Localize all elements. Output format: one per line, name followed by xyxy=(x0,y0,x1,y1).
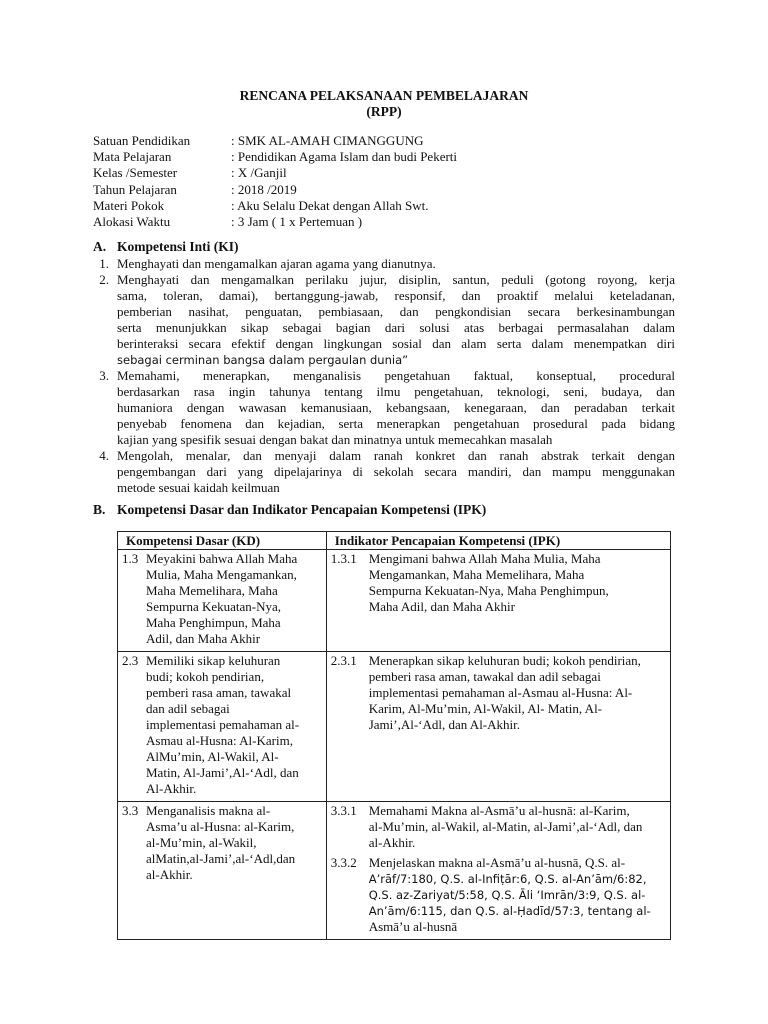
section-letter: A. xyxy=(93,239,107,254)
text-line: Mulia, Maha Mengamankan, xyxy=(146,567,297,582)
kd-text xyxy=(146,803,322,883)
text-line: Mengimani bahwa Allah Maha Mulia, Maha xyxy=(368,551,601,566)
text-line: Memahami Makna al-Asmā’u al-husnā: al-Karim, xyxy=(368,803,630,818)
text-line: Matin, Al-Jami’,Al-‘Adl, dan xyxy=(146,765,299,780)
kd-cell xyxy=(118,652,327,802)
text-line: budi; kokoh pendirian, xyxy=(146,669,265,684)
text-line: Adil, dan Maha Akhir xyxy=(146,631,261,646)
ipk-text xyxy=(369,855,666,935)
text-line: Sempurna Kekuatan-Nya, xyxy=(146,599,282,614)
meta-row xyxy=(93,133,457,149)
list-item xyxy=(93,272,675,368)
text-line: Q.S. az-Zariyat/5:58, Q.S. Āli ‘Imrān/3:9, Q.S. al- xyxy=(368,888,646,902)
item-number: 2. xyxy=(99,272,109,287)
text-line: al-Akhir. xyxy=(368,835,416,850)
text-line: Menganalisis makna al- xyxy=(146,803,271,818)
text-line: Mengamankan, Maha Memelihara, Maha xyxy=(368,567,585,582)
text-line: Asmau al-Husna: Al-Karim, xyxy=(146,733,293,748)
text-line: Memahami, menerapkan, menganalisis pengetahuan faktual, konseptual, procedural xyxy=(117,368,675,383)
kd-number: 2.3 xyxy=(122,653,139,668)
text-line: humaniora dengan wawasan kemanusiaan, kebangsaan, kenegaraan, dan peradaban terkait xyxy=(117,400,675,415)
item-text xyxy=(117,272,675,368)
meta-value: : SMK AL-AMAH CIMANGGUNG xyxy=(231,133,424,148)
ipk-text xyxy=(369,653,666,733)
text-line: implementasi pemahaman al-Asmau al-Husna: Al- xyxy=(368,685,633,700)
item-number: 3. xyxy=(99,368,109,383)
text-line: Sempurna Kekuatan-Nya, Maha Penghimpun, xyxy=(368,583,609,598)
text-line: A’rāf/7:180, Q.S. al-Infiṭār:6, Q.S. al-An’ām/6:82, xyxy=(368,872,647,886)
meta-value: : X /Ganjil xyxy=(231,165,287,181)
text-line: Memiliki sikap keluhuran xyxy=(146,653,281,668)
text-line: berdasarkan rasa ingin tahunya tentang ilmu pengetahuan, teknologi, seni, budaya, dan xyxy=(117,384,675,399)
document-subtitle: (RPP) xyxy=(366,104,402,119)
ipk-number: 1.3.1 xyxy=(330,551,357,566)
table-row xyxy=(118,802,671,940)
kd-number: 1.3 xyxy=(122,551,139,566)
meta-value: : Aku Selalu Dekat dengan Allah Swt. xyxy=(231,197,429,213)
meta-value: : 2018 /2019 xyxy=(231,181,297,197)
text-line: Menjelaskan makna al-Asmā’u al-husnā, Q.S. al- xyxy=(368,855,626,870)
text-line: Menghayati dan mengamalkan ajaran agama yang dianutnya. xyxy=(117,256,436,271)
text-line: Karim, Al-Mu’min, Al-Wakil, Al- Matin, Al- xyxy=(368,701,603,716)
kd-entry xyxy=(122,653,322,797)
text-line: alMatin,al-Jami’,al-‘Adl,dan xyxy=(146,851,296,866)
text-line: Menghayati dan mengamalkan perilaku jujur, disiplin, santun, peduli (gotong royong, kerja xyxy=(117,272,675,287)
identity-block xyxy=(93,133,457,230)
ipk-entry xyxy=(331,803,666,851)
text-line: al-Akhir. xyxy=(146,867,193,882)
text-line: al-Mu’min, al-Wakil, xyxy=(146,835,257,850)
section-b-heading xyxy=(93,502,486,518)
meta-label: Mata Pelajaran xyxy=(93,149,172,165)
meta-value: : 3 Jam ( 1 x Pertemuan ) xyxy=(231,213,363,229)
table-row xyxy=(118,652,671,802)
section-letter: B. xyxy=(93,502,106,517)
kd-number: 3.3 xyxy=(122,803,139,818)
text-line: Al-Akhir. xyxy=(146,781,197,796)
meta-label: Kelas /Semester xyxy=(93,165,178,181)
item-number: 1. xyxy=(99,256,109,271)
kd-entry xyxy=(122,551,322,647)
ipk-text xyxy=(369,551,666,615)
ipk-entry xyxy=(331,653,666,733)
ipk-cell xyxy=(326,652,670,802)
text-line: AlMu’min, Al-Wakil, Al- xyxy=(146,749,279,764)
column-header-kd: Kompetensi Dasar (KD) xyxy=(118,532,327,550)
ipk-entry xyxy=(331,855,666,935)
text-line: dan adil sebagai xyxy=(146,701,230,716)
meta-value: : Pendidikan Agama Islam dan budi Pekerti xyxy=(231,149,458,165)
meta-row xyxy=(93,182,457,198)
text-line: berinteraksi secara efektif dengan lingkungan sosial dan alam serta dalam menempatkan diri xyxy=(117,336,675,351)
text-line: serta menunjukkan sikap sebagai bagian dari solusi atas berbagai permasalahan dalam xyxy=(117,320,675,335)
table-row xyxy=(118,550,671,652)
document-title: RENCANA PELAKSANAAN PEMBELAJARAN xyxy=(239,88,529,103)
column-header-ipk: Indikator Pencapaian Kompetensi (IPK) xyxy=(326,532,670,550)
text-line: pemberi rasa aman, tawakal xyxy=(146,685,292,700)
item-text xyxy=(117,368,675,448)
ipk-text xyxy=(369,803,666,851)
list-item xyxy=(93,256,675,272)
text-line: sama, toleran, damai), bertanggung-jawab, responsif, dan proaktif melalui keteladanan, xyxy=(117,288,675,303)
text-line: Maha Penghimpun, Maha xyxy=(146,615,281,630)
text-line: pemberian nasihat, penguatan, pembiasaan, dan pengkondisian secara berkesinambungan xyxy=(117,304,675,319)
ki-list xyxy=(93,256,675,496)
text-line: Maha Memelihara, Maha xyxy=(146,583,278,598)
text-line: pemberi rasa aman, tawakal dan adil sebagai xyxy=(368,669,601,684)
item-text xyxy=(117,256,675,272)
meta-row xyxy=(93,165,457,181)
text-line: implementasi pemahaman al- xyxy=(146,717,300,732)
text-line: An’ām/6:115, dan Q.S. al-Ḥadīd/57:3, tentang al- xyxy=(368,904,651,918)
text-line: Asmā’u al-husnā xyxy=(368,919,458,934)
item-number: 4. xyxy=(99,448,109,463)
list-item xyxy=(93,368,675,448)
ipk-entry xyxy=(331,551,666,615)
kd-cell xyxy=(118,550,327,652)
meta-label: Satuan Pendidikan xyxy=(93,133,191,148)
meta-row xyxy=(93,214,457,230)
section-title: Kompetensi Inti (KI) xyxy=(117,239,239,254)
ipk-cell xyxy=(326,802,670,940)
text-line: penyebab fenomena dan kejadian, serta menerapkan pengetahuan prosedural pada bidang xyxy=(117,416,675,431)
text-line: Menerapkan sikap keluhuran budi; kokoh pendirian, xyxy=(368,653,641,668)
kd-cell xyxy=(118,802,327,940)
section-title: Kompetensi Dasar dan Indikator Pencapaian Kompetensi (IPK) xyxy=(117,502,487,517)
kd-text xyxy=(146,653,322,797)
text-line: Jami’,Al-‘Adl, dan Al-Akhir. xyxy=(368,717,521,732)
item-text xyxy=(117,448,675,496)
ipk-cell xyxy=(326,550,670,652)
text-line: metode sesuai kaidah keilmuan xyxy=(117,480,280,495)
text-line: Meyakini bahwa Allah Maha xyxy=(146,551,298,566)
meta-row xyxy=(93,149,457,165)
text-line: sebagai cerminan bangsa dalam pergaulan dunia” xyxy=(117,353,409,367)
text-line: pengembangan dari yang dipelajarinya di sekolah secara mandiri, dan mampu menggunakan xyxy=(117,464,675,479)
kd-ipk-table xyxy=(117,531,671,940)
meta-label: Alokasi Waktu xyxy=(93,213,171,229)
kd-text xyxy=(146,551,322,647)
ipk-number: 3.3.1 xyxy=(330,803,357,818)
ipk-number: 2.3.1 xyxy=(330,653,357,668)
text-line: al-Mu’min, al-Wakil, al-Matin, al-Jami’,al-‘Adl, dan xyxy=(368,819,643,834)
table-header-row xyxy=(118,532,671,550)
text-line: Mengolah, menalar, dan menyaji dalam ranah konkret dan ranah abstrak terkait dengan xyxy=(117,448,675,463)
section-a-heading xyxy=(93,239,239,255)
text-line: kajian yang spesifik sesuai dengan bakat dan minatnya untuk memecahkan masalah xyxy=(117,432,553,447)
meta-row xyxy=(93,198,457,214)
meta-label: Materi Pokok xyxy=(93,197,165,213)
text-line: Maha Adil, dan Maha Akhir xyxy=(368,599,515,614)
ipk-number: 3.3.2 xyxy=(330,855,357,870)
meta-label: Tahun Pelajaran xyxy=(93,181,177,197)
kd-entry xyxy=(122,803,322,883)
text-line: Asma’u al-Husna: al-Karim, xyxy=(146,819,295,834)
list-item xyxy=(93,448,675,496)
